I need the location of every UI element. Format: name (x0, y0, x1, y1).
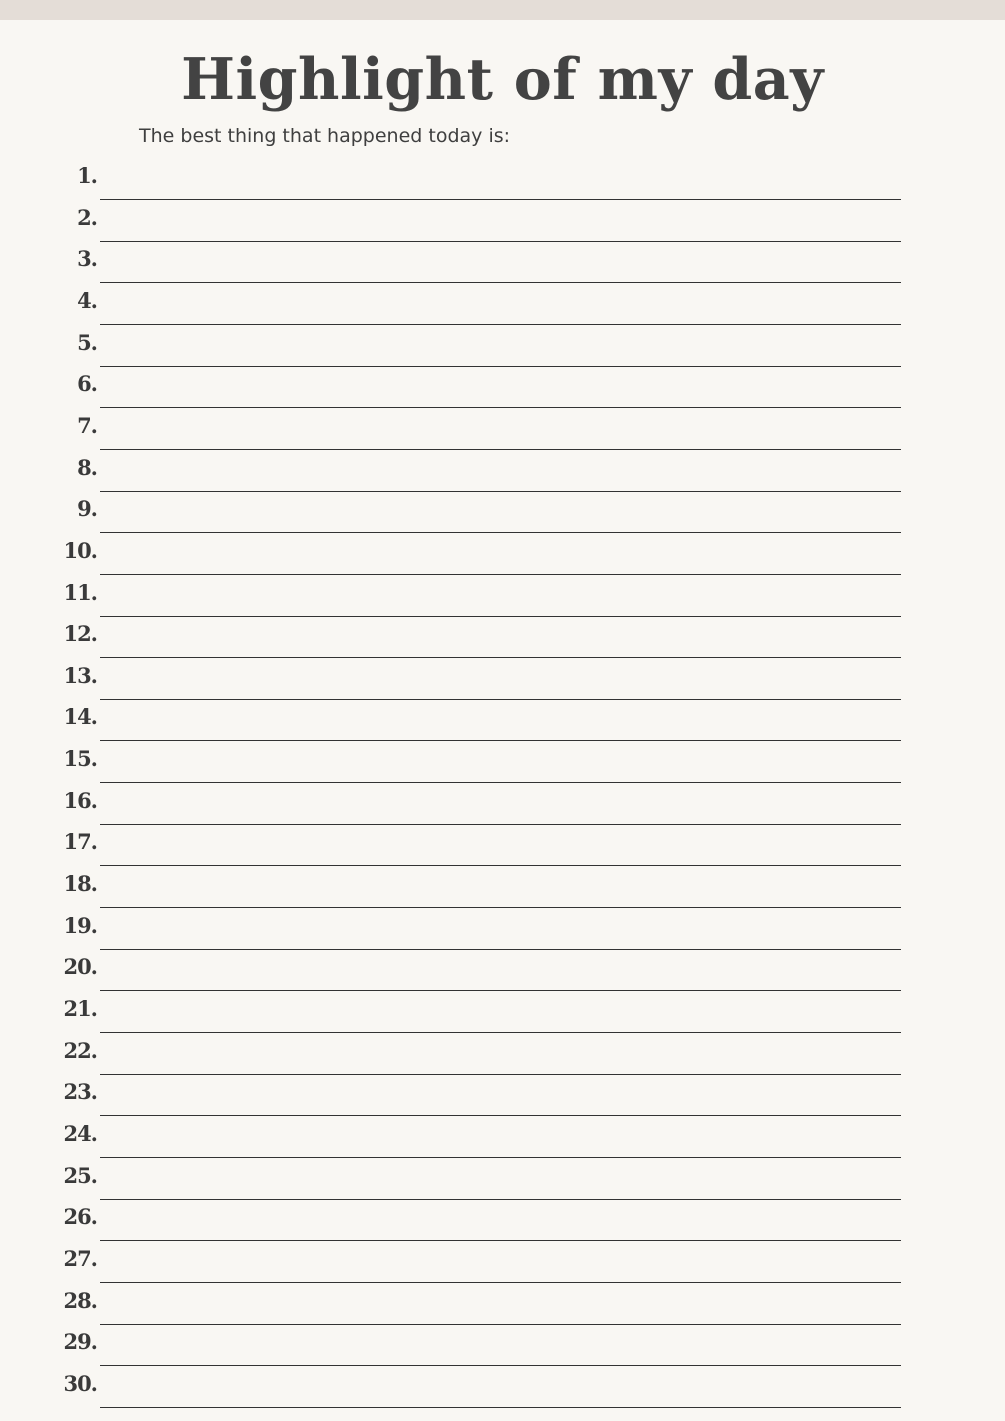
writing-line[interactable] (100, 1324, 901, 1325)
list-item[interactable] (0, 577, 1005, 617)
line-number: 22. (63, 1037, 97, 1063)
line-number: 29. (63, 1329, 97, 1355)
writing-line[interactable] (100, 282, 901, 283)
list-item[interactable] (0, 160, 1005, 200)
list-item[interactable] (0, 243, 1005, 283)
line-number: 7. (77, 412, 97, 438)
list-item[interactable] (0, 701, 1005, 741)
line-number: 18. (63, 871, 97, 897)
line-number: 5. (77, 329, 97, 355)
writing-line[interactable] (100, 1032, 901, 1033)
list-item[interactable] (0, 493, 1005, 533)
writing-line[interactable] (100, 366, 901, 367)
list-item[interactable] (0, 1118, 1005, 1158)
list-item[interactable] (0, 1201, 1005, 1241)
list-item[interactable] (0, 1243, 1005, 1283)
line-number: 3. (77, 246, 97, 272)
line-number: 16. (63, 787, 97, 813)
list-item[interactable] (0, 535, 1005, 575)
line-number: 25. (63, 1162, 97, 1188)
writing-line[interactable] (100, 949, 901, 950)
line-number: 15. (63, 746, 97, 772)
writing-line[interactable] (100, 449, 901, 450)
line-number: 30. (63, 1370, 97, 1396)
list-item[interactable] (0, 993, 1005, 1033)
writing-line[interactable] (100, 199, 901, 200)
list-item[interactable] (0, 1285, 1005, 1325)
line-number: 1. (77, 163, 97, 188)
writing-line[interactable] (100, 865, 901, 866)
list-item[interactable] (0, 202, 1005, 242)
writing-line[interactable] (100, 1074, 901, 1075)
writing-line[interactable] (100, 699, 901, 700)
writing-line[interactable] (100, 407, 901, 408)
line-number: 6. (77, 371, 97, 397)
list-item[interactable] (0, 826, 1005, 866)
writing-line[interactable] (100, 740, 901, 741)
list-item[interactable] (0, 368, 1005, 408)
line-number: 26. (63, 1204, 97, 1230)
line-number: 8. (77, 454, 97, 480)
writing-line[interactable] (100, 491, 901, 492)
page-title: Highlight of my day (181, 46, 824, 113)
writing-line[interactable] (100, 1199, 901, 1200)
writing-line[interactable] (100, 241, 901, 242)
page-subtitle: The best thing that happened today is: (139, 125, 511, 147)
line-number: 13. (63, 662, 97, 688)
writing-line[interactable] (100, 574, 901, 575)
list-item[interactable] (0, 868, 1005, 908)
line-number: 23. (63, 1079, 97, 1105)
line-number: 4. (77, 287, 97, 313)
writing-line[interactable] (100, 1282, 901, 1283)
line-number: 28. (63, 1287, 97, 1313)
writing-line[interactable] (100, 990, 901, 991)
list-item[interactable] (0, 910, 1005, 950)
line-number: 20. (63, 954, 97, 980)
list-item[interactable] (0, 1076, 1005, 1116)
line-number: 27. (63, 1245, 97, 1271)
line-number: 17. (63, 829, 97, 855)
line-number: 21. (63, 996, 97, 1021)
writing-line[interactable] (100, 1157, 901, 1158)
writing-line[interactable] (100, 907, 901, 908)
writing-line[interactable] (100, 1115, 901, 1116)
line-number: 19. (63, 912, 97, 938)
list-item[interactable] (0, 951, 1005, 991)
list-item[interactable] (0, 1326, 1005, 1366)
line-number: 11. (63, 579, 97, 605)
writing-line[interactable] (100, 782, 901, 783)
list-item[interactable] (0, 785, 1005, 825)
list-item[interactable] (0, 1368, 1005, 1408)
list-item[interactable] (0, 1160, 1005, 1200)
line-number: 10. (63, 537, 97, 563)
writing-line[interactable] (100, 657, 901, 658)
list-item[interactable] (0, 452, 1005, 492)
list-item[interactable] (0, 1035, 1005, 1075)
list-item[interactable] (0, 660, 1005, 700)
list-item[interactable] (0, 410, 1005, 450)
writing-line[interactable] (100, 1240, 901, 1241)
list-item[interactable] (0, 285, 1005, 325)
writing-line[interactable] (100, 1407, 901, 1408)
line-number: 9. (77, 496, 97, 522)
writing-line[interactable] (100, 324, 901, 325)
writing-line[interactable] (100, 824, 901, 825)
writing-line[interactable] (100, 532, 901, 533)
line-number: 24. (63, 1120, 97, 1146)
line-number: 14. (63, 704, 97, 730)
line-number: 12. (63, 621, 97, 647)
writing-line[interactable] (100, 1365, 901, 1366)
list-item[interactable] (0, 743, 1005, 783)
list-item[interactable] (0, 618, 1005, 658)
list-item[interactable] (0, 327, 1005, 367)
line-number: 2. (77, 204, 97, 230)
writing-line[interactable] (100, 616, 901, 617)
